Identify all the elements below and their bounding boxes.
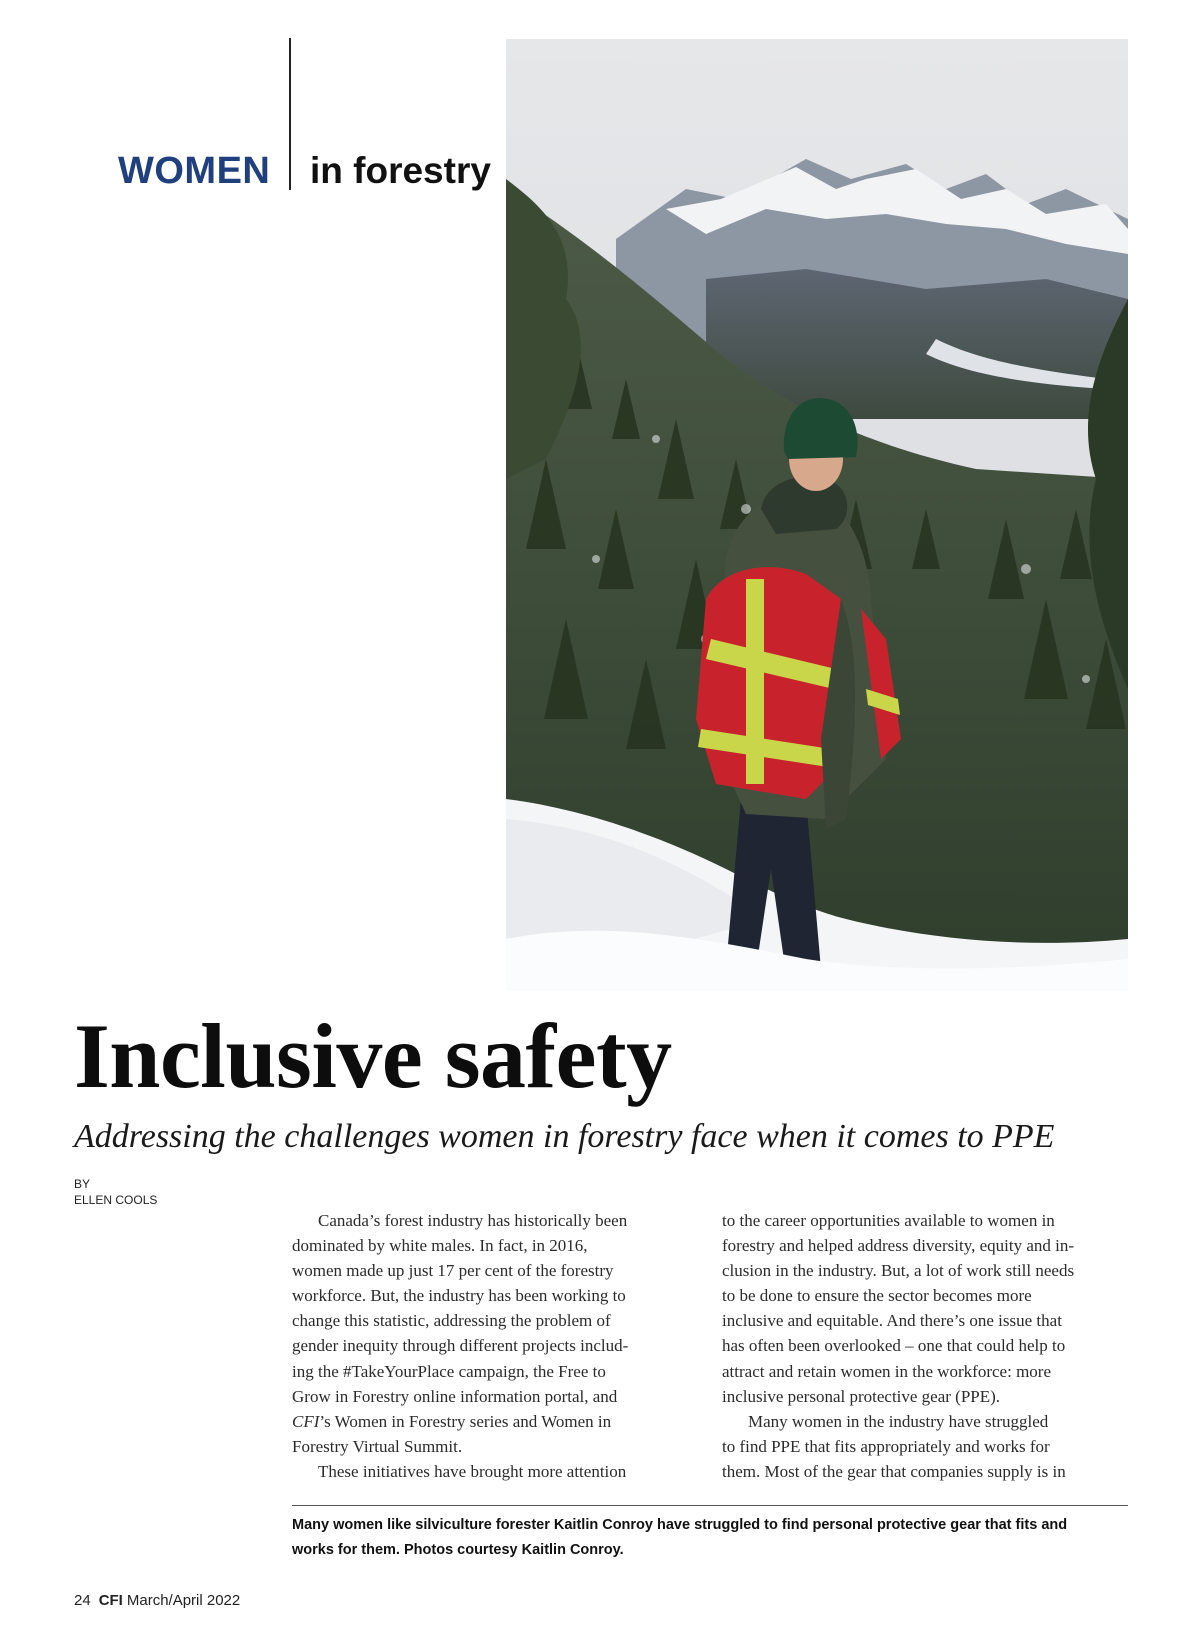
body-line: to be done to ensure the sector becomes more bbox=[722, 1286, 1032, 1306]
caption-divider bbox=[292, 1505, 1128, 1506]
caption-line: Many women like silviculture forester Kaitlin Conroy have struggled to find personal protective gear that fits and bbox=[292, 1517, 1068, 1533]
feature-photo bbox=[506, 39, 1128, 991]
body-line: ing the #TakeYourPlace campaign, the Free to bbox=[292, 1361, 606, 1381]
article-headline: Inclusive safety bbox=[74, 1005, 672, 1107]
body-line-cfi bbox=[292, 1409, 682, 1434]
page-number: 24 bbox=[74, 1592, 91, 1609]
byline bbox=[74, 1176, 157, 1208]
section-label: WOMEN bbox=[118, 150, 271, 192]
body-line: Forestry Virtual Summit. bbox=[292, 1436, 463, 1456]
body-line: to find PPE that fits appropriately and works for bbox=[722, 1436, 1050, 1456]
caption-line: works for them. Photos courtesy Kaitlin Conroy. bbox=[292, 1542, 624, 1558]
body-line: inclusive personal protective gear (PPE). bbox=[722, 1386, 1001, 1406]
header-divider bbox=[289, 38, 291, 190]
issue-date: March/April 2022 bbox=[126, 1592, 241, 1609]
body-line: women made up just 17 per cent of the forestry bbox=[292, 1261, 614, 1281]
page-folio bbox=[74, 1592, 240, 1609]
body-line: attract and retain women in the workforce: more bbox=[722, 1361, 1052, 1381]
body-line: has often been overlooked – one that could help to bbox=[722, 1336, 1066, 1356]
byline-author: ELLEN COOLS bbox=[74, 1193, 158, 1207]
body-line: change this statistic, addressing the problem of bbox=[292, 1311, 611, 1331]
body-line-rest: ’s Women in Forestry series and Women in bbox=[319, 1411, 612, 1431]
body-line: clusion in the industry. But, a lot of work still needs bbox=[722, 1261, 1075, 1281]
body-line: dominated by white males. In fact, in 2016, bbox=[292, 1236, 588, 1256]
photo-caption bbox=[292, 1513, 1132, 1563]
byline-label: BY bbox=[74, 1177, 91, 1191]
magazine-name: CFI bbox=[98, 1592, 123, 1609]
subsection-label: in forestry bbox=[310, 150, 491, 191]
body-line: gender inequity through different projects includ- bbox=[292, 1336, 629, 1356]
body-line: These initiatives have brought more attention bbox=[318, 1461, 627, 1481]
body-column-2 bbox=[722, 1208, 1112, 1484]
body-line: to the career opportunities available to women in bbox=[722, 1211, 1055, 1230]
body-line: Grow in Forestry online information portal, and bbox=[292, 1386, 618, 1406]
body-line: workforce. But, the industry has been working to bbox=[292, 1286, 626, 1306]
body-line: Many women in the industry have struggled bbox=[748, 1411, 1049, 1431]
body-line: inclusive and equitable. And there’s one issue that bbox=[722, 1311, 1062, 1331]
body-column-1 bbox=[292, 1208, 682, 1484]
article-deck: Addressing the challenges women in forestry face when it comes to PPE bbox=[74, 1118, 1055, 1155]
body-line: them. Most of the gear that companies supply is in bbox=[722, 1461, 1066, 1481]
body-line: Canada’s forest industry has historically been bbox=[318, 1211, 628, 1230]
body-line: forestry and helped address diversity, equity and in- bbox=[722, 1236, 1075, 1256]
magazine-name-italic: CFI bbox=[292, 1411, 320, 1431]
